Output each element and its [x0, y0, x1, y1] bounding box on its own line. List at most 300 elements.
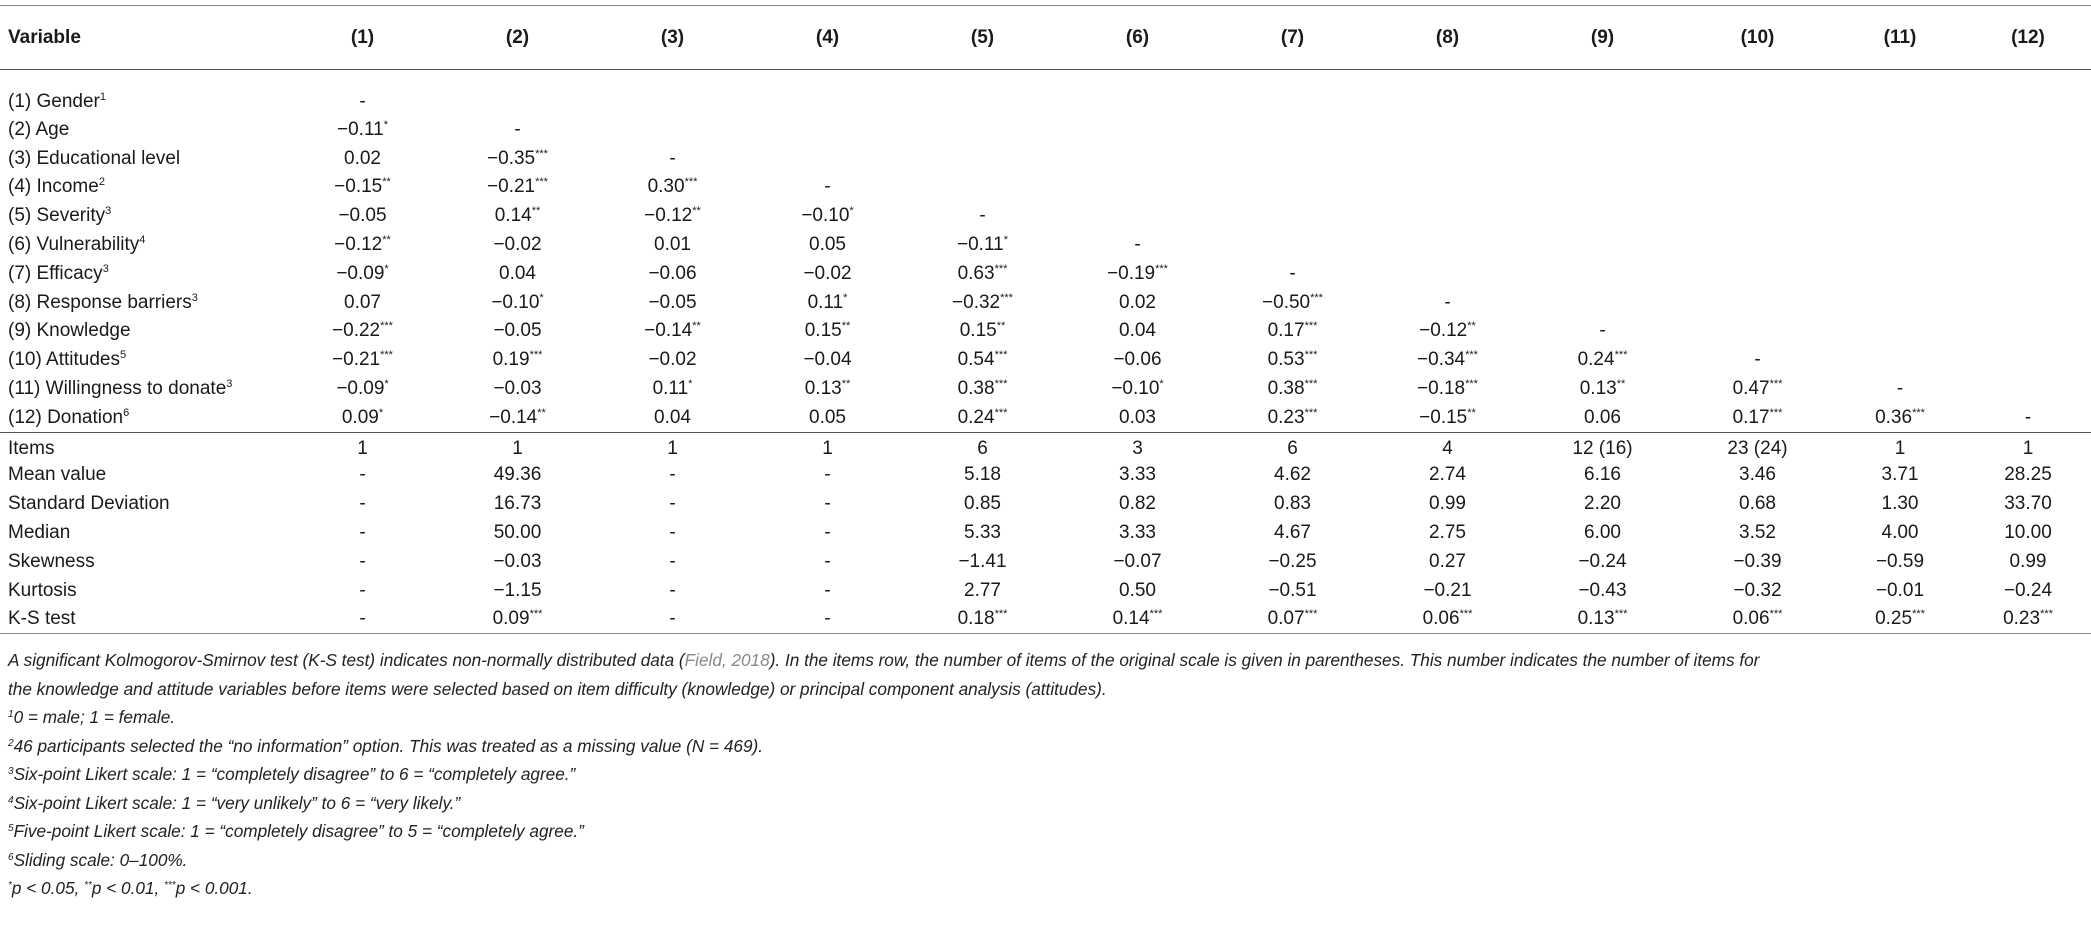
table-cell: 0.15** [804, 320, 851, 342]
table-cell: - [595, 605, 750, 634]
column-header-variable: Variable [0, 6, 285, 70]
significance-mark: *** [535, 176, 548, 189]
table-cell [1370, 231, 1525, 260]
significance-mark: *** [1304, 349, 1318, 362]
table-cell [1525, 70, 1680, 116]
column-header: (5) [905, 6, 1060, 70]
table-cell: −1.15 [493, 579, 542, 601]
table-cell [1060, 116, 1215, 145]
table-cell: - [669, 464, 676, 486]
table-cell: 4.67 [1274, 522, 1311, 544]
table-cell: −0.25 [1268, 550, 1317, 572]
footnote-mark: 4 [139, 234, 146, 247]
significance-mark: * [539, 291, 544, 304]
table-cell: −1.41 [958, 550, 1007, 572]
table-cell [1525, 288, 1680, 317]
footnote-mark: 3 [226, 378, 233, 391]
table-row [0, 432, 2091, 461]
table-cell [1835, 144, 1965, 173]
table-cell: −0.32*** [952, 291, 1013, 313]
table-row [0, 231, 2091, 260]
table-cell [440, 70, 595, 116]
table-cell: - [750, 605, 905, 634]
note-main-line2: the knowledge and attitude variables before items were selected based on item difficulty (knowledge) or principal component analysis (attitudes). [8, 678, 1107, 699]
table-cell: 6.00 [1584, 522, 1621, 544]
table-cell [905, 70, 1060, 116]
table-cell: 0.04 [499, 262, 536, 284]
table-cell: - [824, 176, 831, 198]
significance-mark: *** [380, 320, 393, 333]
table-cell [1215, 144, 1370, 173]
table-cell: 16.73 [493, 493, 542, 515]
footnote: $^1$0 = male; 1 = female. [8, 707, 176, 727]
table-cell: 0.06*** [1370, 605, 1525, 634]
table-cell: −0.07 [1113, 550, 1162, 572]
table-cell: - [359, 579, 366, 601]
table-cell: 6 [977, 437, 988, 459]
table-cell [1835, 317, 1965, 346]
significance-mark: * [1003, 234, 1008, 247]
significance-mark: *** [1912, 608, 1925, 621]
significance-mark: *** [994, 349, 1008, 362]
table-cell [1680, 202, 1835, 231]
table-cell: −0.50*** [1262, 291, 1323, 313]
table-cell: −0.12** [644, 205, 701, 227]
table-cell: - [824, 579, 831, 601]
table-cell: - [979, 205, 986, 227]
table-cell [905, 144, 1060, 173]
table-cell: 0.23*** [1965, 605, 2091, 634]
table-cell: 5.33 [964, 522, 1001, 544]
table-cell: 1.30 [1881, 493, 1919, 515]
table-cell: −0.22*** [332, 320, 393, 342]
significance-mark: ** [1467, 406, 1476, 419]
table-cell: 49.36 [493, 464, 542, 486]
table-cell [1965, 116, 2091, 145]
table-cell [1965, 288, 2091, 317]
table-cell [1835, 202, 1965, 231]
significance-mark: *** [1769, 378, 1783, 391]
table-cell: 0.38*** [1267, 378, 1318, 400]
footnote-mark: 3 [105, 205, 112, 218]
table-cell: −0.19*** [1107, 262, 1168, 284]
table-cell [1835, 116, 1965, 145]
table-row [0, 144, 2091, 173]
table-cell: −0.02 [648, 349, 697, 371]
table-cell [1060, 202, 1215, 231]
table-cell: −0.43 [1578, 579, 1627, 601]
table-cell: 0.07*** [1215, 605, 1370, 634]
table-cell: 0.05 [809, 234, 846, 256]
table-cell: 0.85 [964, 493, 1001, 515]
row-label: (4) Income$^2$ [8, 176, 105, 198]
table-cell: −0.59 [1875, 550, 1925, 572]
table-cell: 0.05 [750, 403, 905, 432]
table-cell: - [1599, 320, 1606, 342]
table-cell [1835, 346, 1965, 375]
table-cell: 0.04 [1119, 320, 1156, 342]
table-cell [1680, 259, 1835, 288]
table-cell: - [824, 464, 831, 486]
significance-mark: *** [1304, 378, 1318, 391]
footnote-list [8, 703, 2018, 874]
table-cell: 1 [667, 437, 678, 459]
table-cell: −0.01 [1875, 579, 1925, 601]
table-cell [1835, 70, 1965, 116]
table-cell [750, 70, 905, 116]
significance-mark: *** [684, 176, 698, 189]
table-cell: −0.39 [1733, 550, 1782, 572]
table-cell: −0.11* [337, 118, 388, 140]
table-row [0, 519, 2091, 548]
table-cell: 0.18*** [905, 605, 1060, 634]
footnote-mark: 5 [119, 349, 127, 362]
table-cell [1965, 259, 2091, 288]
table-cell: 0.04 [595, 403, 750, 432]
significance-mark: *** [1465, 378, 1478, 391]
table-cell: 0.27 [1429, 550, 1466, 572]
table-cell: 6 [1287, 437, 1298, 459]
column-header: (1) [285, 6, 440, 70]
table-cell: −0.14** [440, 403, 595, 432]
table-cell: 0.07 [344, 291, 381, 313]
table-cell: 23 (24) [1727, 437, 1788, 459]
table-row [0, 403, 2091, 432]
significance-mark: *** [1304, 320, 1318, 333]
significance-mark: *** [1149, 608, 1163, 621]
table-cell: −0.21*** [487, 176, 548, 198]
table-row [0, 173, 2091, 202]
table-cell: −0.03 [493, 378, 542, 400]
significance-mark: *** [1465, 349, 1478, 362]
table-cell: - [669, 493, 676, 515]
table-cell: - [669, 550, 676, 572]
table-cell: 0.02 [1119, 291, 1156, 313]
table-cell [1525, 259, 1680, 288]
table-cell: −0.02 [493, 234, 542, 256]
row-label: (9) Knowledge [8, 320, 131, 342]
table-cell: −0.15** [1370, 403, 1525, 432]
table-cell [1370, 116, 1525, 145]
significance-mark: *** [994, 406, 1008, 419]
row-label: (5) Severity$^3$ [8, 205, 112, 227]
significance-mark: ** [1616, 378, 1626, 391]
table-cell: 0.30*** [647, 176, 698, 198]
significance-mark: *** [535, 147, 548, 160]
table-cell: −0.12** [334, 234, 391, 256]
table-cell: - [359, 90, 366, 112]
table-cell: 3.33 [1119, 464, 1156, 486]
table-cell: 0.19*** [492, 349, 543, 371]
row-label: Items [8, 437, 55, 459]
table-cell: 12 (16) [1572, 437, 1633, 459]
table-cell: 0.01 [654, 234, 691, 256]
significance-mark: * [378, 406, 384, 419]
table-cell: - [514, 118, 521, 140]
row-label: (7) Efficacy$^3$ [8, 262, 109, 284]
significance-mark: ** [382, 176, 391, 189]
table-cell: - [824, 522, 831, 544]
row-label: Skewness [8, 550, 95, 572]
table-row [0, 490, 2091, 519]
table-cell: 0.06 [1525, 403, 1680, 432]
footnote: $^4$Six-point Likert scale: 1 = “very unlikely” to 6 = “very likely.” [8, 792, 461, 813]
significance-mark: * [384, 262, 389, 275]
row-label: (10) Attitudes$^5$ [8, 349, 127, 371]
table-cell: 1 [1894, 437, 1906, 459]
table-cell: 0.25*** [1835, 605, 1965, 634]
table-cell: 0.13** [804, 378, 851, 400]
table-cell [1965, 346, 2091, 375]
table-cell [1680, 231, 1835, 260]
table-cell: 4.62 [1274, 464, 1311, 486]
table-body [0, 70, 2091, 634]
table-cell: - [669, 522, 676, 544]
significance-mark: *** [1459, 608, 1473, 621]
table-cell [1835, 259, 1965, 288]
table-cell: 3.71 [1881, 464, 1919, 486]
table-cell [1835, 231, 1965, 260]
significance-mark: ** [996, 320, 1006, 333]
table-cell [1370, 70, 1525, 116]
row-label: (11) Willingness to donate$^3$ [8, 378, 233, 400]
table-cell: 0.23*** [1215, 403, 1370, 432]
footnote-mark: 1 [99, 90, 106, 103]
significance-mark: * [849, 205, 854, 218]
table-cell [750, 116, 905, 145]
table-cell [1965, 375, 2091, 404]
significance-mark: *** [1310, 291, 1323, 304]
significance-mark: *** [380, 349, 393, 362]
significance-mark: *** [1614, 608, 1628, 621]
column-header: (3) [595, 6, 750, 70]
table-cell: 0.99 [1429, 493, 1466, 515]
table-cell: 4 [1442, 437, 1453, 459]
table-cell: 0.06*** [1680, 605, 1835, 634]
table-cell [1680, 173, 1835, 202]
table-cell [595, 116, 750, 145]
table-cell: - [1134, 234, 1141, 256]
table-cell: - [359, 493, 366, 515]
correlation-table [0, 5, 2091, 634]
table-cell: 0.11* [652, 378, 693, 400]
table-cell: 5.18 [964, 464, 1001, 486]
column-header: (12) [1965, 6, 2091, 70]
table-cell: −0.05 [648, 291, 697, 313]
table-cell: - [1444, 291, 1451, 313]
table-cell: 1 [2022, 437, 2034, 459]
table-cell: 33.70 [2004, 493, 2052, 515]
significance-mark: *** [1912, 406, 1925, 419]
table-cell [1370, 144, 1525, 173]
table-cell: 3.46 [1739, 464, 1776, 486]
table-cell: 0.68 [1739, 493, 1776, 515]
table-cell: 1 [357, 437, 368, 459]
table-cell: −0.32 [1733, 579, 1782, 601]
table-cell: 0.38*** [957, 378, 1008, 400]
table-row [0, 288, 2091, 317]
row-label: (2) Age [8, 118, 70, 140]
footnote-mark: 3 [102, 262, 109, 275]
table-cell [1680, 317, 1835, 346]
table-cell: - [359, 464, 366, 486]
table-row [0, 259, 2091, 288]
significance-mark: *** [994, 608, 1008, 621]
table-cell [1370, 259, 1525, 288]
table-cell: - [1289, 262, 1296, 284]
table-cell: −0.10* [1111, 378, 1164, 400]
table-cell: 0.03 [1060, 403, 1215, 432]
table-cell [1215, 231, 1370, 260]
footnote: $^6$Sliding scale: 0–100%. [8, 849, 188, 870]
table-cell: −0.06 [648, 262, 697, 284]
table-cell: 2.74 [1429, 464, 1466, 486]
table-cell: −0.04 [803, 349, 852, 371]
row-label: (8) Response barriers$^3$ [8, 291, 198, 313]
significance-mark: *** [994, 262, 1008, 275]
table-row [0, 116, 2091, 145]
significance-mark: ** [841, 320, 851, 333]
table-cell: −0.09* [336, 262, 389, 284]
table-cell: −0.14** [644, 320, 701, 342]
significance-mark: * [688, 378, 693, 391]
table-cell: −0.18*** [1417, 378, 1478, 400]
significance-mark: * [384, 378, 389, 391]
footnote: $^5$Five-point Likert scale: 1 = “completely disagree” to 5 = “completely agree.” [8, 821, 584, 841]
table-cell [1965, 202, 2091, 231]
table-cell: 0.02 [344, 147, 381, 169]
table-cell: 0.53*** [1267, 349, 1318, 371]
table-notes [8, 646, 2018, 903]
footnote-mark: 2 [98, 176, 105, 189]
footnote: $^2$46 participants selected the “no information” option. This was treated as a missing value (N = 469). [8, 735, 764, 756]
table-cell [1965, 70, 2091, 116]
column-header: (7) [1215, 6, 1370, 70]
table-cell [1965, 231, 2091, 260]
row-label: (3) Educational level [8, 147, 181, 169]
table-cell: 0.63*** [957, 262, 1008, 284]
significance-mark: *** [1000, 291, 1013, 304]
table-cell [1370, 202, 1525, 231]
significance-mark: *** [1769, 406, 1783, 419]
table-cell: - [669, 147, 676, 169]
table-cell [1680, 144, 1835, 173]
table-cell: 0.82 [1119, 493, 1156, 515]
table-cell: 3 [1132, 437, 1143, 459]
table-cell [1525, 231, 1680, 260]
table-cell: - [1965, 403, 2091, 432]
column-header: (8) [1370, 6, 1525, 70]
table-cell: 0.24*** [1577, 349, 1628, 371]
table-cell: −0.12** [1419, 320, 1476, 342]
significance-mark: ** [531, 205, 541, 218]
row-label: (6) Vulnerability$^4$ [8, 234, 146, 256]
significance-mark: *** [994, 378, 1008, 391]
table-cell: −0.02 [803, 262, 852, 284]
footnote: $^3$Six-point Likert scale: 1 = “completely disagree” to 6 = “completely agree.” [8, 764, 576, 784]
table-cell: 2.77 [964, 579, 1001, 601]
significance-mark: *** [529, 608, 543, 621]
table-cell: 0.09* [285, 403, 440, 432]
table-cell [1525, 116, 1680, 145]
table-cell: 0.47*** [1732, 378, 1783, 400]
table-cell: −0.11* [957, 234, 1008, 256]
table-header-row [0, 6, 2091, 70]
significance-mark: *** [1155, 262, 1168, 275]
table-cell: −0.21 [1423, 579, 1472, 601]
table-cell: 3.33 [1119, 522, 1156, 544]
column-header: (4) [750, 6, 905, 70]
table-row [0, 70, 2091, 116]
table-cell: - [359, 522, 366, 544]
table-row [0, 317, 2091, 346]
table-cell [1680, 116, 1835, 145]
citation-link[interactable]: Field, 2018 [684, 650, 770, 670]
table-cell: −0.10* [491, 291, 544, 313]
significance-mark: ** [692, 320, 701, 333]
table-cell: 0.14** [494, 205, 541, 227]
significance-mark: * [383, 118, 388, 131]
table-cell: 0.17*** [1267, 320, 1318, 342]
table-row [0, 202, 2091, 231]
table-cell [1965, 144, 2091, 173]
table-cell [1370, 173, 1525, 202]
row-label: Kurtosis [8, 579, 77, 601]
column-header: (10) [1680, 6, 1835, 70]
row-label: (12) Donation$^6$ [0, 403, 285, 432]
table-cell: - [285, 605, 440, 634]
table-cell: 3.52 [1739, 522, 1776, 544]
table-cell [1060, 70, 1215, 116]
table-cell: −0.06 [1113, 349, 1162, 371]
column-header: (9) [1525, 6, 1680, 70]
table-cell: 0.11* [807, 291, 848, 313]
table-cell: 0.36*** [1835, 403, 1965, 432]
table-cell: 0.14*** [1060, 605, 1215, 634]
table-cell [905, 116, 1060, 145]
significance-mark: *** [1304, 406, 1318, 419]
column-header: (2) [440, 6, 595, 70]
table-cell: −0.51 [1268, 579, 1317, 601]
table-cell [1215, 173, 1370, 202]
row-label: Mean value [8, 464, 107, 486]
table-cell [595, 70, 750, 116]
table-cell: 0.83 [1274, 493, 1311, 515]
significance-mark: *** [2040, 608, 2053, 621]
table-cell: - [1896, 378, 1904, 400]
column-header: (11) [1835, 6, 1965, 70]
table-cell [1215, 70, 1370, 116]
table-cell [1525, 144, 1680, 173]
table-row [0, 547, 2091, 576]
table-cell [1060, 144, 1215, 173]
significance-mark: ** [1467, 320, 1476, 333]
row-label: Median [8, 522, 71, 544]
footnote-mark: 3 [191, 291, 198, 304]
table-cell: 0.99 [2009, 550, 2047, 572]
table-cell: −0.15** [334, 176, 391, 198]
table-row [0, 576, 2091, 605]
table-cell [1680, 70, 1835, 116]
table-row [0, 346, 2091, 375]
significance-mark: *** [1614, 349, 1628, 362]
table-cell: −0.05 [338, 205, 387, 227]
table-cell [1835, 173, 1965, 202]
table-cell [1060, 173, 1215, 202]
significance-mark: ** [537, 406, 546, 419]
column-header: (6) [1060, 6, 1215, 70]
significance-mark: * [843, 291, 848, 304]
